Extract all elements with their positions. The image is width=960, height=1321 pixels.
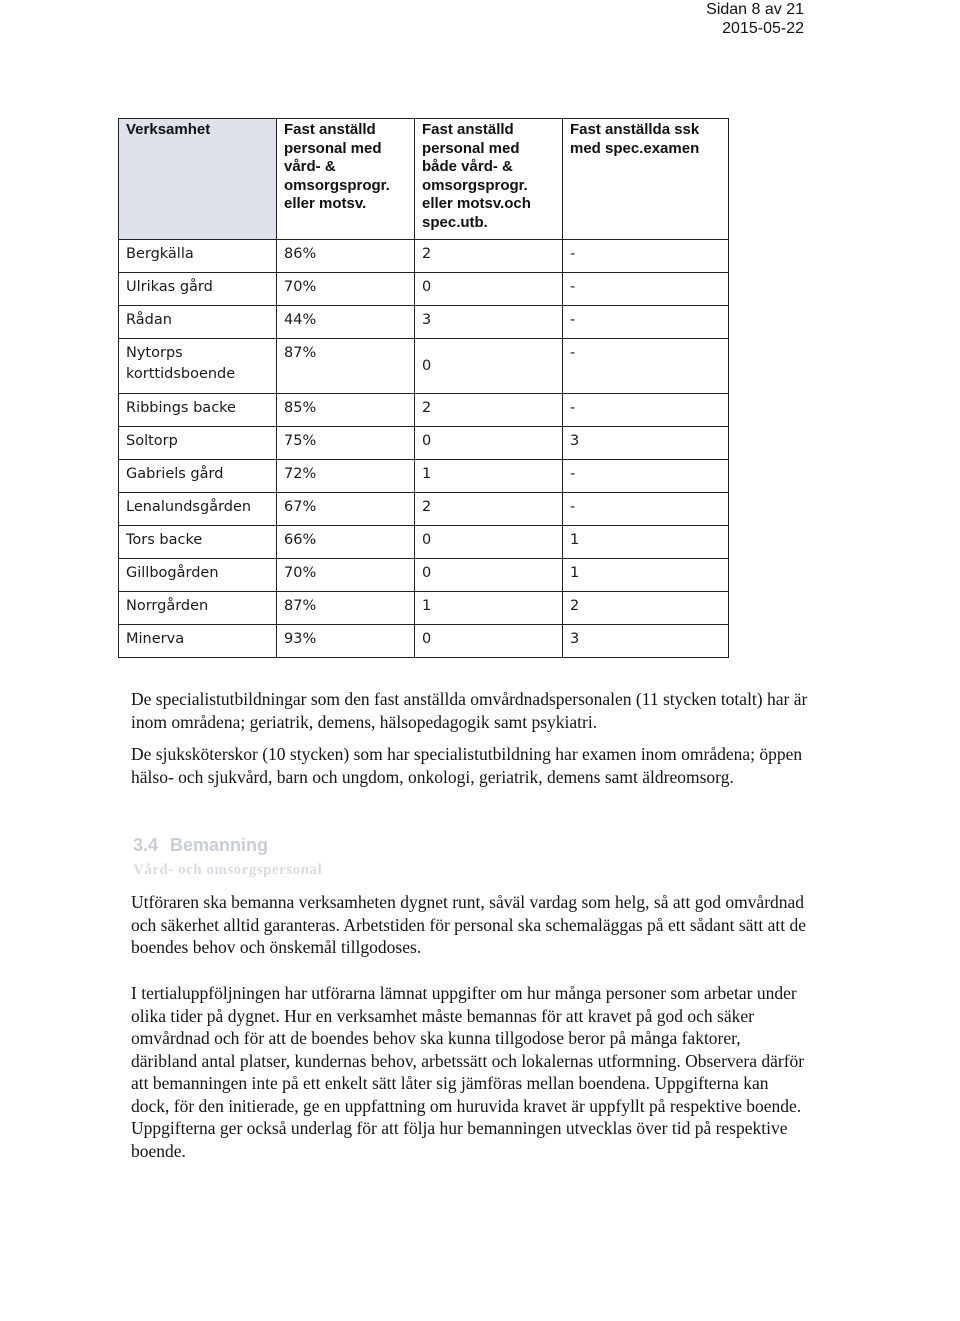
column-header: Verksamhet (119, 119, 277, 240)
spec-staff-cell: 0 (415, 526, 563, 559)
percentage-cell: 93% (277, 625, 415, 658)
section-title: Bemanning (170, 835, 269, 855)
table-row (119, 306, 729, 339)
table-row (119, 625, 729, 658)
table-row (119, 559, 729, 592)
unit-name-cell: Minerva (119, 625, 277, 658)
percentage-cell: 70% (277, 273, 415, 306)
table-header-row (119, 119, 729, 240)
percentage-cell: 66% (277, 526, 415, 559)
unit-name-cell: Tors backe (119, 526, 277, 559)
unit-name-cell: Ulrikas gård (119, 273, 277, 306)
spec-staff-cell: 0 (415, 559, 563, 592)
nurse-spec-cell: - (563, 306, 729, 339)
percentage-cell: 72% (277, 460, 415, 493)
staffing-table (118, 118, 729, 658)
spec-staff-cell: 2 (415, 493, 563, 526)
percentage-cell: 75% (277, 427, 415, 460)
spec-staff-cell: 2 (415, 240, 563, 273)
subsection-heading: Vård- och omsorgspersonal (133, 862, 323, 878)
table-row (119, 427, 729, 460)
table-row (119, 240, 729, 273)
spec-staff-cell: 0 (415, 427, 563, 460)
table-row (119, 394, 729, 427)
spec-staff-cell: 1 (415, 592, 563, 625)
spec-staff-cell: 1 (415, 460, 563, 493)
nurse-spec-cell: 1 (563, 559, 729, 592)
page-number: Sidan 8 av 21 (706, 1, 804, 18)
table-row (119, 526, 729, 559)
nurse-spec-cell: - (563, 339, 729, 394)
column-header: Fast anställd personal med både vård- & omsorgsprogr. eller motsv.och spec.utb. (415, 119, 563, 240)
percentage-cell: 70% (277, 559, 415, 592)
paragraph-nurses: De sjuksköterskor (10 stycken) som har specialistutbildning har examen inom områdena; öppen hälso- och sjukvård, barn och ungdom, onkologi, geriatrik, demens samt äldreomsorg. (131, 744, 803, 787)
unit-name-cell: Rådan (119, 306, 277, 339)
unit-name-cell: Gillbogården (119, 559, 277, 592)
nurse-spec-cell: - (563, 394, 729, 427)
spec-staff-cell: 0 (415, 625, 563, 658)
percentage-cell: 87% (277, 339, 415, 394)
unit-name-cell: Soltorp (119, 427, 277, 460)
unit-name-cell: Gabriels gård (119, 460, 277, 493)
paragraph-specialist-training: De specialistutbildningar som den fast anställda omvårdnadspersonalen (11 stycken totalt) har är inom områdena; geriatrik, demens, hälsopedagogik samt psykiatri. (131, 689, 808, 732)
table-row (119, 273, 729, 306)
nurse-spec-cell: 3 (563, 625, 729, 658)
unit-name-cell: Nytorps korttidsboende (119, 339, 277, 394)
nurse-spec-cell: 3 (563, 427, 729, 460)
unit-name-cell: Norrgården (119, 592, 277, 625)
nurse-spec-cell: 2 (563, 592, 729, 625)
unit-name-cell: Lenalundsgården (119, 493, 277, 526)
page-date: 2015-05-22 (722, 20, 804, 37)
column-header: Fast anställda ssk med spec.examen (563, 119, 729, 240)
table-row (119, 493, 729, 526)
percentage-cell: 86% (277, 240, 415, 273)
percentage-cell: 85% (277, 394, 415, 427)
unit-name-cell: Bergkälla (119, 240, 277, 273)
table-row (119, 460, 729, 493)
table-row (119, 339, 729, 394)
spec-staff-cell: 0 (415, 339, 563, 394)
paragraph-staffing-requirement: Utföraren ska bemanna verksamheten dygnet runt, såväl vardag som helg, så att god omvårdnad och säkerhet alltid garanteras. Arbetstiden för personal ska schemaläggas på ett sådant sätt att de boendes behov och önskemål tillgodoses. (131, 892, 806, 957)
unit-name-cell: Ribbings backe (119, 394, 277, 427)
nurse-spec-cell: - (563, 493, 729, 526)
nurse-spec-cell: - (563, 240, 729, 273)
spec-staff-cell: 3 (415, 306, 563, 339)
nurse-spec-cell: - (563, 273, 729, 306)
section-number: 3.4 (133, 835, 159, 855)
spec-staff-cell: 0 (415, 273, 563, 306)
percentage-cell: 67% (277, 493, 415, 526)
table-row (119, 592, 729, 625)
page-header (706, 0, 804, 38)
column-header: Fast anställd personal med vård- & omsorgsprogr. eller motsv. (277, 119, 415, 240)
spec-staff-cell: 2 (415, 394, 563, 427)
percentage-cell: 87% (277, 592, 415, 625)
section-heading (133, 835, 268, 856)
paragraph-follow-up: I tertialuppföljningen har utförarna lämnat uppgifter om hur många personer som arbetar under olika tider på dygnet. Hur en verksamhet måste bemannas för att kravet på god och säker omvårdnad och för att de boendes behov ska kunna tillgodose beror på många faktorer, däribland antal platser, kundernas behov, arbetssätt och lokalernas utformning. Observera därför att bemanningen inte på ett enkelt sätt låter sig jämföras mellan boendena. Uppgifterna kan dock, för den initierade, ge en uppfattning om huruvida kravet är uppfyllt på respektive boende. Uppgifterna ger också underlag för att följa hur bemanningen utvecklas över tid på respektive boende. (131, 983, 805, 1161)
percentage-cell: 44% (277, 306, 415, 339)
nurse-spec-cell: 1 (563, 526, 729, 559)
nurse-spec-cell: - (563, 460, 729, 493)
